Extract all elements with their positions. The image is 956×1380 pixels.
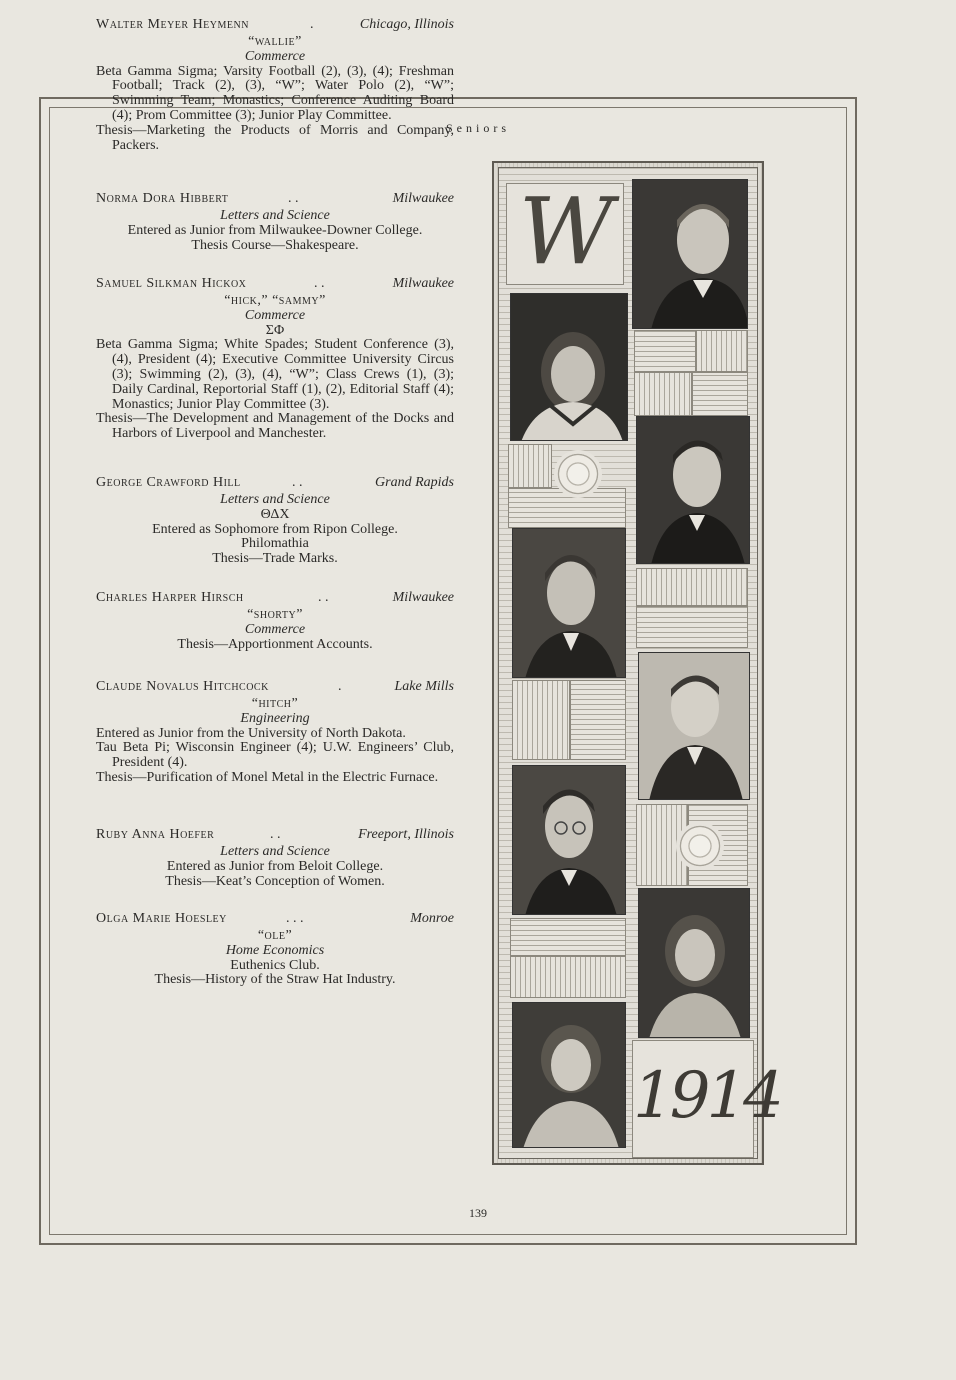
leader-dots: .	[338, 679, 342, 694]
entry-hill	[96, 476, 454, 567]
portrait-hibbert	[510, 293, 628, 441]
entry-thesis: Thesis—History of the Straw Hat Industry.	[154, 972, 396, 988]
entry-nickname: “ole”	[257, 928, 293, 943]
monogram-panel	[506, 178, 624, 285]
entry-fraternity: ΣΦ	[265, 322, 285, 338]
entry-hitchcock	[96, 680, 454, 786]
entry-place: Freeport, Illinois	[358, 827, 454, 842]
entry-fraternity: ΘΔΧ	[260, 506, 290, 522]
pattern-tile	[508, 444, 552, 488]
entry-name: Claude Novalus Hitchcock	[96, 679, 269, 694]
portrait-hoesley	[512, 1002, 626, 1148]
entry-thesis: Thesis—Purification of Monel Metal in the Electric Furnace.	[96, 769, 439, 785]
leader-dots: . .	[288, 191, 299, 206]
pattern-tile	[570, 680, 626, 760]
rose-ornament	[676, 822, 724, 870]
leader-dots: .	[310, 17, 314, 32]
entry-course: Commerce	[244, 48, 306, 64]
entry-course: Letters and Science	[220, 208, 330, 223]
leader-dots: . . .	[286, 911, 304, 926]
entry-name: Ruby Anna Hoefer	[96, 827, 215, 842]
entry-hirsch	[96, 591, 454, 652]
entry-note: Entered as Junior from Beloit College.	[166, 858, 384, 874]
pattern-tile	[636, 606, 748, 648]
entry-course: Engineering	[240, 710, 310, 726]
leader-dots: . .	[318, 590, 329, 605]
year-panel	[632, 1040, 780, 1158]
entry-society: Philomathia	[241, 536, 309, 552]
pattern-tile	[634, 330, 696, 372]
entry-nickname: “wallie”	[248, 34, 302, 49]
rose-ornament	[554, 450, 602, 498]
entry-thesis: Thesis—The Development and Management of the Docks and Harbors of Liverpool and Manchester.	[96, 411, 454, 442]
entry-thesis: Thesis Course—Shakespeare.	[191, 237, 359, 253]
entry-course: Commerce	[244, 621, 306, 637]
entry-activities: Tau Beta Pi; Wisconsin Engineer (4); U.W. Engineers’ Club, President (4).	[96, 740, 454, 771]
portrait-hitchcock	[512, 765, 626, 915]
leader-dots: . .	[292, 475, 303, 490]
portrait-hill	[512, 528, 626, 678]
entry-thesis: Thesis—Keat’s Conception of Women.	[165, 873, 385, 889]
entry-heymenn	[96, 18, 454, 153]
entry-thesis: Thesis—Apportionment Accounts.	[177, 636, 373, 652]
entry-course: Home Economics	[225, 942, 325, 958]
entry-name: Norma Dora Hibbert	[96, 191, 229, 206]
portrait-hoefer	[638, 888, 750, 1038]
portrait-hickox	[636, 416, 750, 564]
monogram-letter: W	[518, 178, 614, 285]
entry-hoesley	[96, 912, 454, 988]
entry-activities: Beta Gamma Sigma; Varsity Football (2), (3), (4); Freshman Football; Track (2), (3), “W”; Water Polo (2), “W”; Swimming Team; Monastics; Conference Auditing Board (4); Prom Committee (3); Junior Play Committee.	[96, 63, 454, 123]
entry-name: Samuel Silkman Hickox	[96, 276, 247, 291]
entry-club: Euthenics Club.	[230, 957, 320, 973]
leader-dots: . .	[270, 827, 281, 842]
entry-course: Letters and Science	[220, 844, 330, 859]
pattern-tile	[636, 568, 748, 606]
running-header: Seniors	[446, 121, 510, 135]
entry-name: George Crawford Hill	[96, 475, 241, 490]
entry-nickname: “hick,” “sammy”	[224, 293, 326, 308]
entry-course: Commerce	[244, 307, 306, 323]
entry-note: Entered as Junior from Milwaukee-Downer College.	[127, 222, 423, 238]
entry-note: Entered as Sophomore from Ripon College.	[152, 521, 398, 537]
portrait-heymenn	[632, 179, 748, 329]
entry-place: Grand Rapids	[375, 475, 454, 490]
leader-dots: . .	[314, 276, 325, 291]
entry-place: Milwaukee	[392, 191, 454, 206]
entry-hibbert	[96, 192, 454, 253]
page-number: 139	[469, 1206, 487, 1220]
entry-note: Entered as Junior from the University of North Dakota.	[96, 725, 406, 741]
entry-hickox	[96, 277, 454, 442]
entry-name: Walter Meyer Heymenn	[96, 17, 249, 32]
entry-place: Chicago, Illinois	[359, 17, 454, 32]
entry-place: Lake Mills	[394, 679, 454, 694]
portrait-hirsch	[638, 652, 750, 800]
pattern-tile	[510, 918, 626, 956]
pattern-tile	[510, 956, 626, 998]
pattern-tile	[692, 372, 748, 416]
entry-place: Monroe	[410, 911, 454, 926]
entry-nickname: “hitch”	[251, 696, 299, 711]
entry-name: Charles Harper Hirsch	[96, 590, 244, 605]
entry-place: Milwaukee	[392, 276, 454, 291]
entry-course: Letters and Science	[220, 492, 330, 507]
year-ornament: 1914	[633, 1059, 780, 1133]
entry-nickname: “shorty”	[247, 607, 303, 622]
entry-activities: Beta Gamma Sigma; White Spades; Student Conference (3), (4), President (4); Executive Committee University Circus (3); Swimming (2), (3), (4), “W”; Class Crews (1), (3); Daily Cardinal, Reportorial Staff (1), (2), Editorial Staff (4); Monastics; Junior Play Committee (3).	[96, 337, 454, 412]
entry-thesis: Thesis—Trade Marks.	[212, 551, 338, 567]
pattern-tile	[696, 330, 748, 372]
entry-name: Olga Marie Hoesley	[96, 911, 227, 926]
entry-hoefer	[96, 828, 454, 889]
entry-place: Milwaukee	[392, 590, 454, 605]
pattern-tile	[512, 680, 570, 760]
pattern-tile	[634, 372, 692, 416]
entry-thesis: Thesis—Marketing the Products of Morris and Company, Packers.	[96, 122, 454, 153]
